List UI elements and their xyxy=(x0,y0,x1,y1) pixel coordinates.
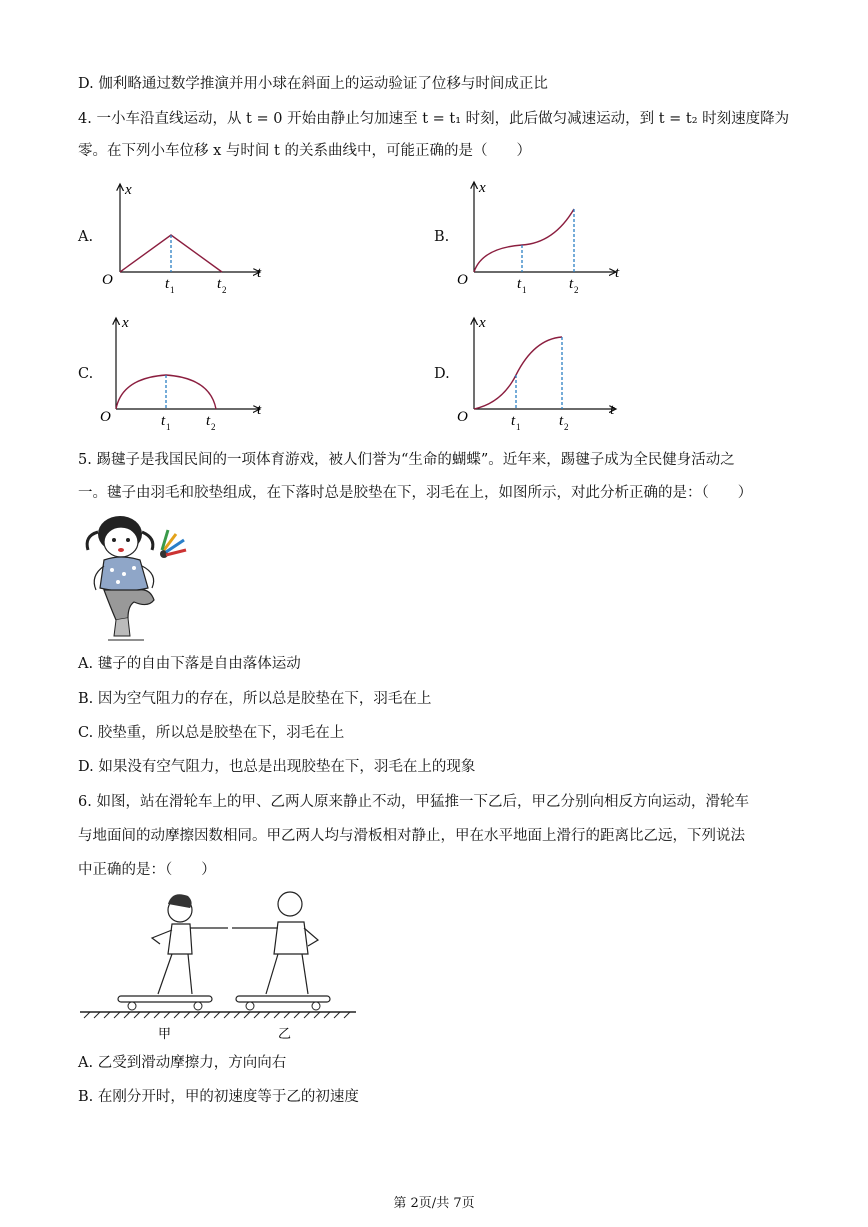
t1-subscript: 1 xyxy=(516,422,521,432)
t1-label: t xyxy=(165,276,170,292)
q4-option-d-label: D. xyxy=(434,366,450,382)
q4-option-c-label: C. xyxy=(78,366,94,382)
x-axis-label: x xyxy=(479,315,486,331)
pants xyxy=(104,590,154,620)
t2-subscript: 2 xyxy=(574,285,579,295)
shuttlecock-kicker-illustration xyxy=(78,510,200,646)
t2-label: t xyxy=(569,276,574,292)
t2-subscript: 2 xyxy=(211,422,216,432)
q4-stem-line2: 零。在下列小车位移 x 与时间 t 的关系曲线中，可能正确的是（ ） xyxy=(78,143,531,159)
q5-stem-line1: 5. 踢毽子是我国民间的一项体育游戏，被人们誉为“生命的蝴蝶”。近年来，踢毽子成为全民健身活动之 xyxy=(78,452,735,468)
q6-stem-line1: 6. 如图，站在滑轮车上的甲、乙两人原来静止不动，甲猛推一下乙后，甲乙分别向相反方向运动，滑轮车 xyxy=(78,794,749,810)
skateboard-jia xyxy=(118,996,212,1010)
q4-graph-d xyxy=(454,313,634,433)
page-footer: 第 2页/共 7页 xyxy=(393,1196,475,1211)
t-axis-label: t xyxy=(257,265,262,281)
ground-hatching xyxy=(84,1012,350,1018)
x-axis-label: x xyxy=(122,315,129,331)
t1-label: t xyxy=(161,413,166,429)
x-axis-label: x xyxy=(125,182,132,198)
origin-label: O xyxy=(102,272,113,288)
q3-option-d: D. 伽利略通过数学推演并用小球在斜面上的运动验证了位移与时间成正比 xyxy=(78,76,548,92)
t-axis-label: t xyxy=(610,402,615,418)
origin-label: O xyxy=(457,272,468,288)
t1-label: t xyxy=(517,276,522,292)
label-jia: 甲 xyxy=(158,1026,172,1041)
t2-subscript: 2 xyxy=(222,285,227,295)
q5-option-b: B. 因为空气阻力的存在，所以总是胶垫在下，羽毛在上 xyxy=(78,691,432,707)
t1-subscript: 1 xyxy=(170,285,175,295)
q6-stem-line3: 中正确的是：（ ） xyxy=(78,862,216,878)
t1-label: t xyxy=(511,413,516,429)
skateboard-push-illustration xyxy=(80,884,360,1044)
origin-label: O xyxy=(100,409,111,425)
q5-option-c: C. 胶垫重，所以总是胶垫在下，羽毛在上 xyxy=(78,725,345,741)
person-jia xyxy=(152,894,228,994)
q5-option-d: D. 如果没有空气阻力，也总是出现胶垫在下，羽毛在上的现象 xyxy=(78,759,476,775)
label-yi: 乙 xyxy=(278,1026,292,1041)
t2-label: t xyxy=(217,276,222,292)
t2-label: t xyxy=(206,413,211,429)
q4-option-a-label: A. xyxy=(78,229,94,245)
shuttlecock xyxy=(160,530,186,558)
x-t-curve xyxy=(474,337,562,409)
q4-option-b-label: B. xyxy=(434,229,450,245)
skateboard-yi xyxy=(236,996,330,1010)
t-axis-label: t xyxy=(615,265,620,281)
face xyxy=(104,527,138,557)
q4-graph-c xyxy=(98,313,278,433)
t2-label: t xyxy=(559,413,564,429)
t-axis-label: t xyxy=(257,402,262,418)
origin-label: O xyxy=(457,409,468,425)
q6-option-a: A. 乙受到滑动摩擦力，方向向右 xyxy=(78,1055,287,1071)
person-yi xyxy=(232,892,318,994)
q6-stem-line2: 与地面间的动摩擦因数相同。甲乙两人均与滑板相对静止，甲在水平地面上滑行的距离比乙远，下列说法 xyxy=(78,828,745,844)
q4-graph-a xyxy=(98,176,278,296)
x-t-curve xyxy=(474,209,574,272)
q4-graph-b xyxy=(454,176,634,296)
q4-stem-line1: 4. 一小车沿直线运动，从 t = 0 开始由静止匀加速至 t = t₁ 时刻，此后做匀减速运动，到 t = t₂ 时刻速度降为 xyxy=(78,111,790,127)
q5-stem-line2: 一。毽子由羽毛和胶垫组成，在下落时总是胶垫在下，羽毛在上，如图所示，对此分析正确的是：（ ） xyxy=(78,485,753,501)
t1-subscript: 1 xyxy=(522,285,527,295)
t1-subscript: 1 xyxy=(166,422,171,432)
q6-option-b: B. 在刚分开时，甲的初速度等于乙的初速度 xyxy=(78,1089,359,1105)
q5-option-a: A. 毽子的自由下落是自由落体运动 xyxy=(78,656,301,672)
x-axis-label: x xyxy=(479,180,486,196)
t2-subscript: 2 xyxy=(564,422,569,432)
